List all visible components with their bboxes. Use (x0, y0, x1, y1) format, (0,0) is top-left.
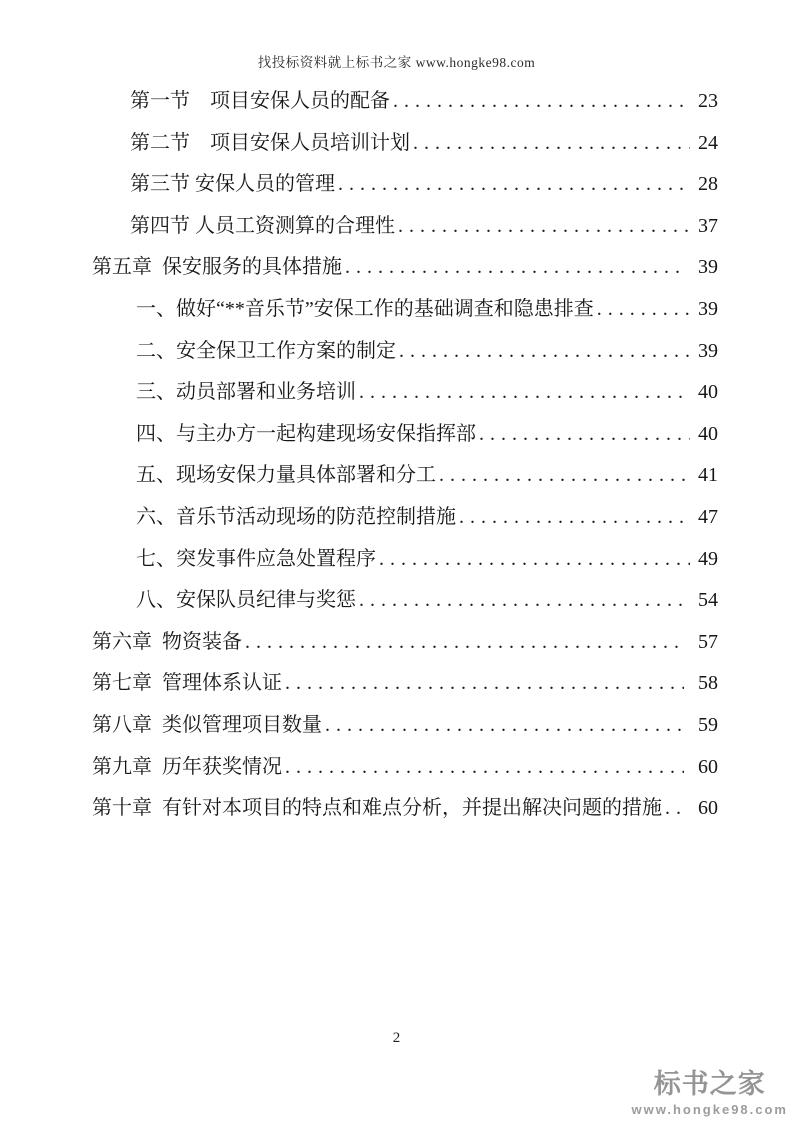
toc-entry (92, 622, 718, 664)
toc-entry-page: 60 (698, 797, 718, 820)
toc-entry-page: 54 (698, 589, 718, 612)
toc-entry-label: 第二节 项目安保人员培训计划 (130, 131, 410, 154)
toc-entry (136, 580, 718, 622)
toc-entry-page: 39 (698, 256, 718, 279)
toc-entry (130, 164, 718, 206)
toc-entry (136, 289, 718, 331)
toc-entry-label: 一、做好“**音乐节”安保工作的基础调查和隐患排查 (136, 297, 594, 320)
toc-entry-label: 四、与主办方一起构建现场安保指挥部 (136, 422, 476, 445)
toc-entry-label: 第六章 物资装备 (92, 630, 242, 653)
toc-entry (92, 247, 718, 289)
toc-dot-leader (359, 372, 690, 414)
header-watermark-text: 找投标资料就上标书之家 www.hongke98.com (257, 55, 536, 70)
toc-entry (130, 81, 718, 123)
page-header (0, 51, 793, 71)
toc-entry-page: 49 (698, 547, 718, 570)
toc-dot-leader (325, 705, 684, 747)
toc-dot-leader (345, 247, 684, 289)
toc-dot-leader (413, 123, 690, 165)
toc-dot-leader (285, 663, 684, 705)
toc-entry-label: 七、突发事件应急处置程序 (136, 547, 376, 570)
toc-entry-page: 40 (698, 422, 718, 445)
toc-dot-leader (393, 81, 690, 123)
toc-dot-leader (459, 497, 690, 539)
toc-entry (92, 788, 718, 830)
toc-entry-label: 第一节 项目安保人员的配备 (130, 90, 390, 112)
toc-entry-page: 60 (698, 755, 718, 778)
toc-dot-leader (399, 331, 690, 373)
toc-entry-page: 37 (698, 214, 718, 237)
toc-entry (130, 123, 718, 165)
toc-dot-leader (479, 414, 690, 456)
toc-dot-leader (439, 455, 690, 497)
toc-dot-leader (285, 747, 684, 789)
toc-dot-leader (379, 539, 690, 581)
toc-entry-label: 第十章 有针对本项目的特点和难点分析，并提出解决问题的措施 (92, 797, 662, 820)
toc-dot-leader (665, 788, 684, 830)
toc-entry (136, 372, 718, 414)
toc-entry (136, 539, 718, 581)
toc-dot-leader (338, 164, 690, 206)
toc-entry-label: 八、安保队员纪律与奖惩 (136, 589, 356, 612)
watermark-brand: 标书之家 (653, 1069, 766, 1100)
toc-entry-label: 第七章 管理体系认证 (92, 672, 282, 695)
toc-entry-label: 第九章 历年获奖情况 (92, 755, 282, 778)
toc-dot-leader (359, 580, 690, 622)
toc-entry-page: 40 (698, 381, 718, 404)
toc-entry-label: 第三节 安保人员的管理 (130, 173, 335, 196)
toc-entry (136, 455, 718, 497)
toc-entry-label: 第四节 人员工资测算的合理性 (130, 214, 395, 237)
toc-entry (130, 206, 718, 248)
toc-entry-page: 39 (698, 297, 718, 320)
toc-entry-page: 57 (698, 630, 718, 653)
toc-entry (136, 414, 718, 456)
toc-entry-label: 二、安全保卫工作方案的制定 (136, 339, 396, 362)
toc-dot-leader (597, 289, 690, 331)
table-of-contents (92, 81, 718, 830)
toc-entry-label: 五、现场安保力量具体部署和分工 (136, 464, 436, 487)
toc-entry (92, 663, 718, 705)
toc-entry-page: 58 (698, 672, 718, 695)
toc-entry-page: 24 (698, 131, 718, 154)
toc-entry-label: 三、动员部署和业务培训 (136, 381, 356, 404)
toc-entry-page: 41 (698, 464, 718, 487)
toc-entry-label: 六、音乐节活动现场的防范控制措施 (136, 505, 456, 528)
toc-entry (92, 747, 718, 789)
toc-entry (136, 331, 718, 373)
toc-entry-page: 47 (698, 505, 718, 528)
toc-entry (136, 497, 718, 539)
toc-entry-page: 28 (698, 173, 718, 196)
toc-entry (92, 705, 718, 747)
toc-dot-leader (245, 622, 684, 664)
toc-dot-leader (398, 206, 690, 248)
toc-entry-page: 59 (698, 713, 718, 736)
toc-entry-page: 23 (698, 90, 718, 112)
page-number: 2 (392, 1030, 401, 1046)
toc-entry-label: 第五章 保安服务的具体措施 (92, 256, 342, 279)
watermark (632, 1070, 789, 1117)
toc-entry-page: 39 (698, 339, 718, 362)
toc-entry-label: 第八章 类似管理项目数量 (92, 713, 322, 736)
watermark-url: www.hongke98.com (631, 1102, 788, 1117)
